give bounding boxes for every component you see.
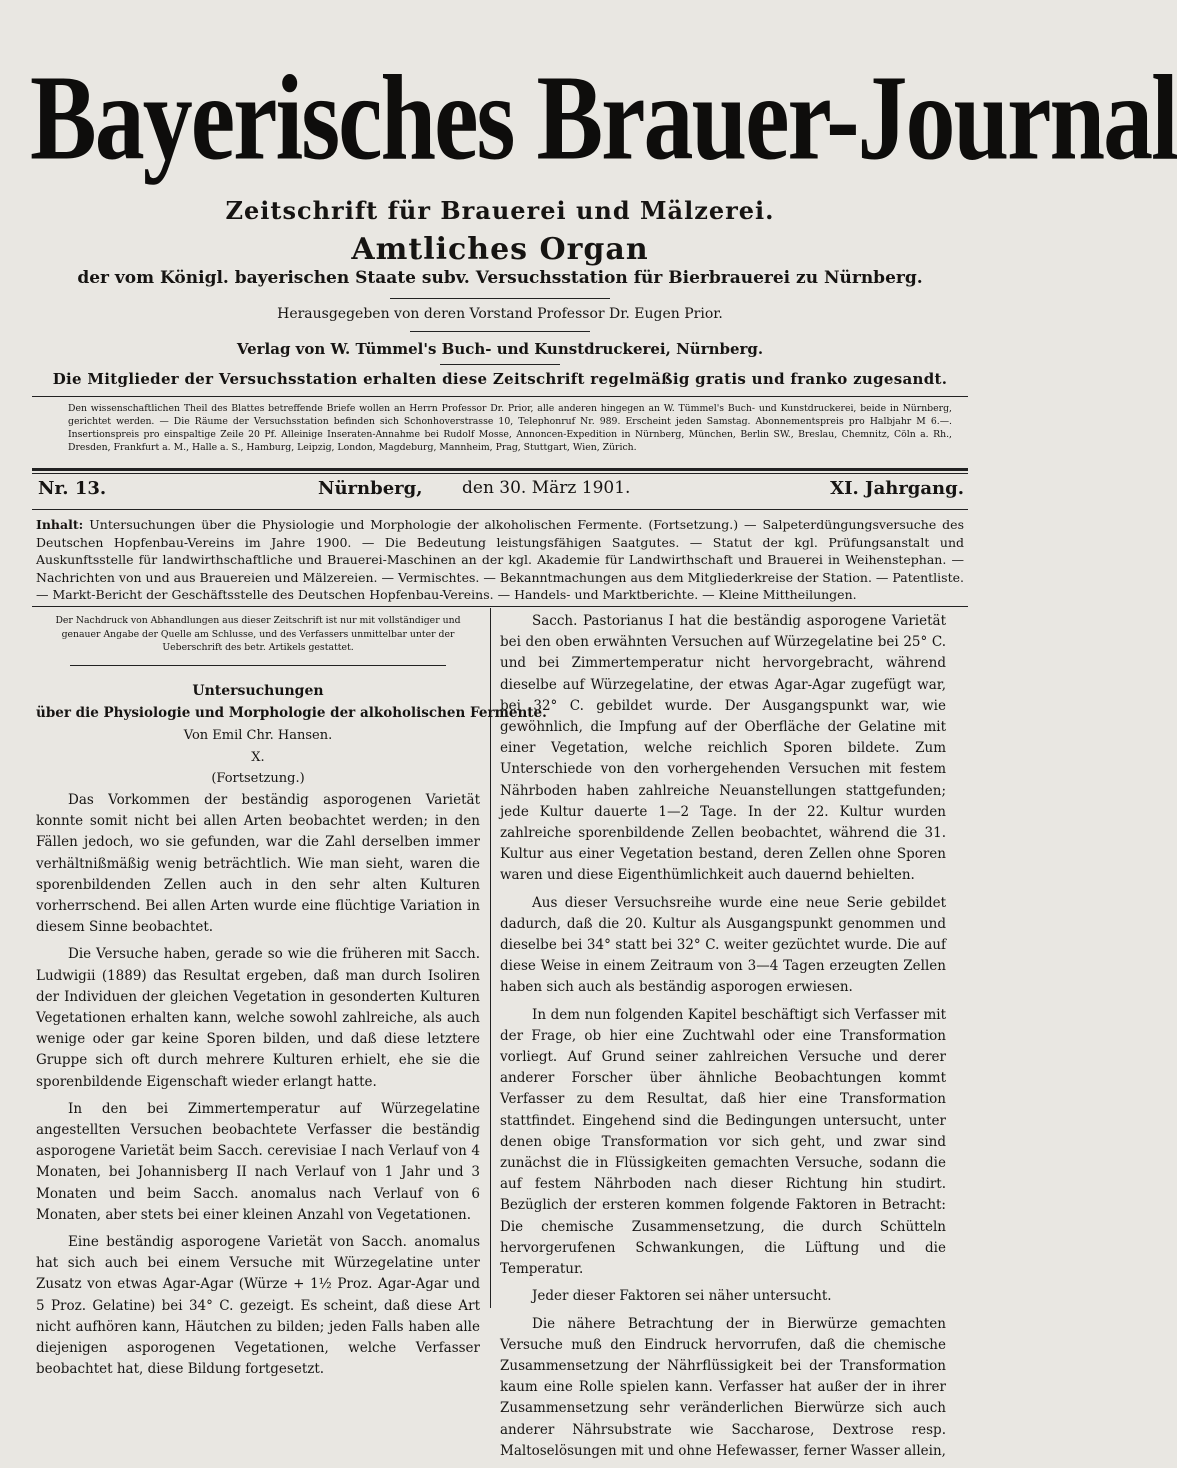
issue-number: Nr. 13. (38, 478, 107, 499)
article-continuation: (Fortsetzung.) (211, 771, 305, 786)
divider (32, 396, 968, 397)
paragraph: Sacch. Pastorianus I hat die beständig asporogene Varietät bei den oben erwähnten Versuchen auf Würzegelatine bei 25° C. und bei Zimmertemperatur nicht hervorgebracht, während dieselbe auf Würzegelatine, der etwas Agar-Agar zugefügt war, bei 32° C. gebildet wurde. Der Ausgangspunkt war, wie gewöhnlich, die Impfung auf der Oberfläche der Gelatine mit einer Vegetation, welche reichlich Sporen bildete. Zum Unterschiede von den vorhergehenden Versuchen mit festem Nährboden haben zahlreiche Neuanstellungen stattgefunden; jede Kultur dauerte 1—2 Tage. In der 22. Kultur wurden zahlreiche sporenbildende Zellen beobachtet, während die 31. Kultur aus einer Vegetation bestand, deren Zellen ohne Sporen waren und diese Eigenthümlichkeit auch dauernd behielten. (500, 613, 946, 884)
paragraph: Die Versuche haben, gerade so wie die früheren mit Sacch. Ludwigii (1889) das Resultat ergeben, daß man durch Isoliren der Individuen der gleichen Vegetation in gesonderten Kulturen Vegetationen erhalten kann, welche sowohl zahlreiche, als auch wenige oder gar keine Sporen bilden, und daß diese letztere Gruppe sich oft durch mehrere Kulturen erhielt, ehe sie die sporenbildende Eigenschaft wieder erlangt hatte. (36, 946, 480, 1090)
editor-line: Herausgegeben von deren Vorstand Professor Dr. Eugen Prior. (277, 306, 723, 322)
paragraph: Das Vorkommen der beständig asporogenen Varietät konnte somit nicht bei allen Arten beobachtet werden; in den Fällen jedoch, wo sie gefunden, war die Zahl derselben immer verhältnißmäßig wenig beträchtlich. Wie man sieht, waren die sporenbildenden Zellen auch in den sehr alten Kulturen vorherrschend. Bei allen Arten wurde eine flüchtige Variation in diesem Sinne beobachtet. (36, 792, 480, 936)
divider-thick (32, 468, 968, 471)
right-column (500, 611, 946, 1468)
issue-bar (38, 478, 964, 506)
divider (410, 331, 590, 332)
reprint-notice: Der Nachdruck von Abhandlungen aus dieser Zeitschrift ist nur mit vollständiger und genauer Angabe der Quelle am Schlusse, und des Verfassers unmittelbar unter der Ueberschrift des betr. Artikels gestattet. (55, 615, 461, 653)
members-notice: Die Mitglieder der Versuchsstation erhalten diese Zeitschrift regelmäßig gratis und franko zugesandt. (52, 370, 948, 388)
divider (32, 509, 968, 510)
publisher-line: Verlag von W. Tümmel's Buch- und Kunstdruckerei, Nürnberg. (236, 340, 764, 358)
issue-place: Nürnberg, (318, 478, 423, 499)
article-subtitle: über die Physiologie und Morphologie der alkoholischen Fermente. (36, 705, 547, 721)
contents-label: Inhalt: (36, 517, 84, 532)
divider (70, 665, 446, 666)
left-column (36, 790, 480, 1386)
divider (390, 298, 610, 299)
subtitle: Zeitschrift für Brauerei und Mälzerei. (225, 196, 775, 225)
paragraph: In dem nun folgenden Kapitel beschäftigt sich Verfasser mit der Frage, ob hier eine Zuchtwahl oder eine Transformation vorliegt. Auf Grund seiner zahlreichen Versuche und derer anderer Forscher über ähnliche Beobachtungen kommt Verfasser zu dem Resultat, daß hier eine Transformation stattfindet. Eingehend sind die Bedingungen untersucht, unter denen obige Transformation vor sich geht, und zwar sind zunächst die in Flüssigkeiten gemachten Versuche, sodann die auf festem Nährboden nach dieser Richtung hin studirt. Bezüglich der ersteren kommen folgende Faktoren in Betracht: Die chemische Zusammensetzung, die durch Schütteln hervorgerufenen Schwankungen, die Lüftung und die Temperatur. (500, 1006, 946, 1278)
issue-volume: XI. Jahrgang. (830, 478, 964, 499)
article-title: Untersuchungen (192, 683, 324, 699)
paragraph: In den bei Zimmertemperatur auf Würzegelatine angestellten Versuchen beobachtete Verfasser die beständig asporogene Varietät beim Sacch. cerevisiae I nach Verlauf von 4 Monaten, bei Johannisberg II nach Verlauf von 1 Jahr und 3 Monaten und beim Sacch. anomalus nach Verlauf von 6 Monaten, aber stets bei einer kleinen Anzahl von Vegetationen. (36, 1100, 480, 1223)
divider (32, 473, 968, 474)
masthead-title: Bayerisches Brauer-Journal (30, 49, 1177, 186)
paragraph: Jeder dieser Faktoren sei näher untersucht. (532, 1288, 832, 1305)
contents-text: Untersuchungen über die Physiologie und Morphologie der alkoholischen Fermente. (Fortsetzung.) — Salpeterdüngungsversuche des Deutschen Hopfenbau-Vereins im Jahre 1900. — Die Bedeutung leistungsfähigen Saatgutes. — Statut der kgl. Prüfungsanstalt und Auskunftsstelle für landwirthschaftliche und Brauerei-Maschinen an der kgl. Akademie für Landwirthschaft und Brauerei in Weihenstephan. — Nachrichten von und aus Brauereien und Mälzereien. — Vermischtes. — Bekanntmachungen aus dem Mitgliederkreise der Station. — Patentliste. — Markt-Bericht der Geschäftsstelle des Deutschen Hopfenbau-Vereins. — Handels- und Marktberichte. — Kleine Mittheilungen. (36, 517, 964, 602)
paragraph: Aus dieser Versuchsreihe wurde eine neue Serie gebildet dadurch, daß die 20. Kultur als Ausgangspunkt genommen und dieselbe bei 34° statt bei 32° C. weiter gezüchtet wurde. Die auf diese Weise in einem Zeitraum von 3—4 Tagen erzeugten Zellen haben sich auch als beständig asporogen erwiesen. (500, 894, 946, 996)
divider (440, 364, 560, 365)
paragraph: Die nähere Betrachtung der in Bierwürze gemachten Versuche muß den Eindruck hervorrufen, daß die chemische Zusammensetzung der Nährflüssigkeit bei der Transformation kaum eine Rolle spielen kann. Verfasser hat außer der in ihrer Zusammensetzung sehr veränderlichen Bierwürze sich auch anderer Nährsubstrate wie Saccharose, Dextrose resp. Maltoselösungen mit und ohne Hefewasser, ferner Wasser allein, (500, 1315, 946, 1459)
divider (32, 606, 968, 607)
station-line: der vom Königl. bayerischen Staate subv. Versuchsstation für Bierbrauerei zu Nürnberg. (77, 268, 923, 288)
article-section-number: X. (251, 750, 265, 765)
official-organ-heading: Amtliches Organ (351, 232, 649, 267)
paragraph: Eine beständig asporogene Varietät von Sacch. anomalus hat sich auch bei einem Versuche mit Würzegelatine unter Zusatz von etwas Agar-Agar (Würze + 1½ Proz. Agar-Agar und 5 Proz. Gelatine) bei 34° C. gezeigt. Es scheint, daß diese Art nicht aufhören kann, Häutchen zu bilden; jeden Falls haben alle diejenigen asporogenen Vegetationen, welche Verfasser beobachtet hat, diese Bildung fortgesetzt. (36, 1234, 480, 1378)
article-author: Von Emil Chr. Hansen. (183, 728, 333, 743)
issue-date: den 30. März 1901. (462, 478, 631, 498)
table-of-contents (36, 516, 964, 604)
editorial-notice: Den wissenschaftlichen Theil des Blattes betreffende Briefe wollen an Herrn Professor Dr. Prior, alle anderen hingegen an W. Tümmel's Buch- und Kunstdruckerei, beide in Nürnberg, gerichtet werden. — Die Räume der Versuchsstation befinden sich Schonhoverstrasse 10, Telephonruf Nr. 989. Erscheint jeden Samstag. Abonnementspreis pro Halbjahr M 6.—. Insertionspreis pro einspaltige Zeile 20 Pf. Alleinige Inseraten-Annahme bei Rudolf Mosse, Annoncen-Expedition in Nürnberg, München, Berlin SW., Breslau, Chemnitz, Cöln a. Rh., Dresden, Frankfurt a. M., Halle a. S., Hamburg, Leipzig, London, Magdeburg, Mannheim, Prag, Stuttgart, Wien, Zürich. (68, 403, 952, 453)
